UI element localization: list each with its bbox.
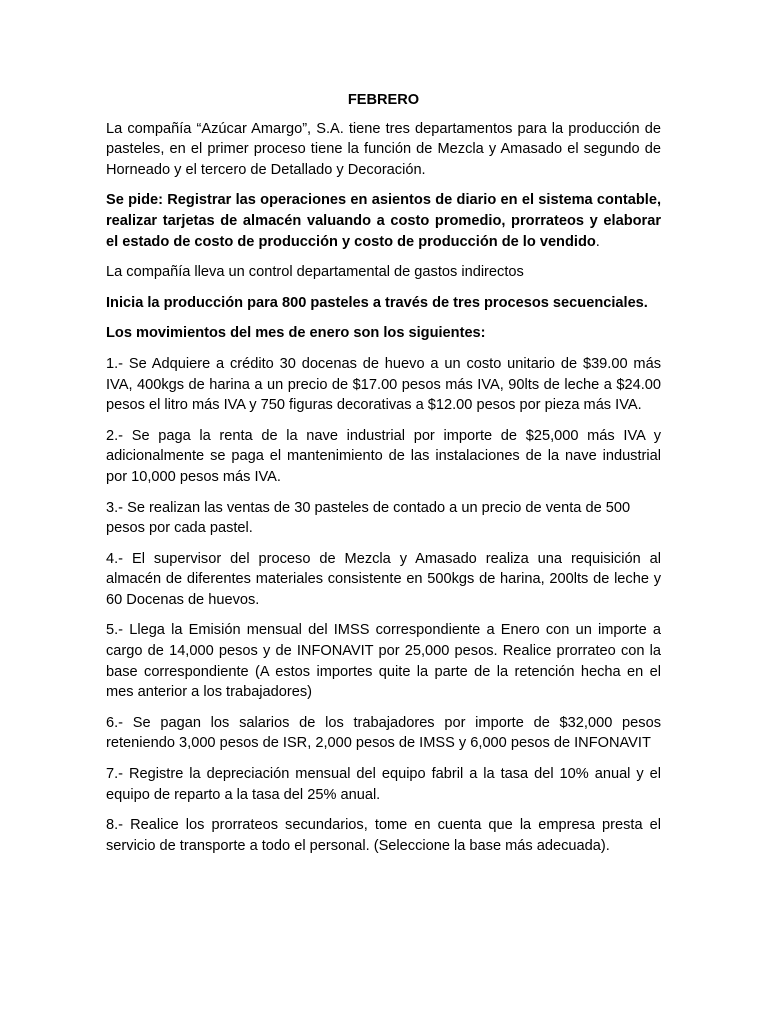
movement-item-8: 8.- Realice los prorrateos secundarios, tome en cuenta que la empresa presta el servicio de transporte a todo el personal. (Seleccione la base más adecuada). (106, 817, 661, 854)
movement-item-3: 3.- Se realizan las ventas de 30 pasteles de contado a un precio de venta de 500 pesos por cada pastel. (106, 499, 631, 537)
document-title: FEBRERO (347, 92, 420, 108)
movement-item-7: 7.- Registre la depreciación mensual del equipo fabril a la tasa del 10% anual y el equipo de reparto a la tasa del 25% anual. (106, 766, 661, 803)
instructions-paragraph (106, 190, 661, 252)
instructions-bold-text: Se pide: Registrar las operaciones en asientos de diario en el sistema contable, realizar tarjetas de almacén valuando a costo promedio, prorrateos y elaborar el estado de costo de producción y costo de producción de lo vendido (106, 192, 661, 250)
document-page (106, 90, 661, 866)
instructions-period: . (595, 233, 600, 250)
movement-item-5: 5.- Llega la Emisión mensual del IMSS correspondiente a Enero con un importe a cargo de 14,000 pesos y de INFONAVIT por 25,000 pesos. Realice prorrateo con la base correspondiente (A estos importes quite la parte de la retención hecha en el mes anterior a los trabajadores) (106, 622, 661, 701)
production-paragraph: Inicia la producción para 800 pasteles a través de tres procesos secuenciales. (106, 294, 648, 311)
movement-item-6: 6.- Se pagan los salarios de los trabajadores por importe de $32,000 pesos reteniendo 3,000 pesos de ISR, 2,000 pesos de IMSS y 6,000 pesos de INFONAVIT (106, 714, 661, 752)
movement-item-1: 1.- Se Adquiere a crédito 30 docenas de huevo a un costo unitario de $39.00 más IVA, 400kgs de harina a un precio de $17.00 pesos más IVA, 90lts de leche a $24.00 pesos el litro más IVA y 750 figuras decorativas a $12.00 pesos por pieza más IVA. (106, 355, 661, 414)
intro-paragraph: La compañía “Azúcar Amargo”, S.A. tiene tres departamentos para la producción de pasteles, en el primer proceso tiene la función de Mezcla y Amasado el segundo de Horneado y el tercero de Detallado y Decoración. (106, 120, 661, 178)
movement-item-4: 4.- El supervisor del proceso de Mezcla y Amasado realiza una requisición al almacén de diferentes materiales consistente en 500kgs de harina, 200lts de leche y 60 Docenas de huevos. (106, 550, 661, 608)
movements-heading: Los movimientos del mes de enero son los siguientes: (106, 325, 486, 342)
movement-item-2: 2.- Se paga la renta de la nave industrial por importe de $25,000 más IVA y adicionalmente se paga el mantenimiento de las instalaciones de la nave industrial por 10,000 pesos más IVA. (106, 427, 661, 485)
control-paragraph: La compañía lleva un control departamental de gastos indirectos (106, 264, 524, 281)
